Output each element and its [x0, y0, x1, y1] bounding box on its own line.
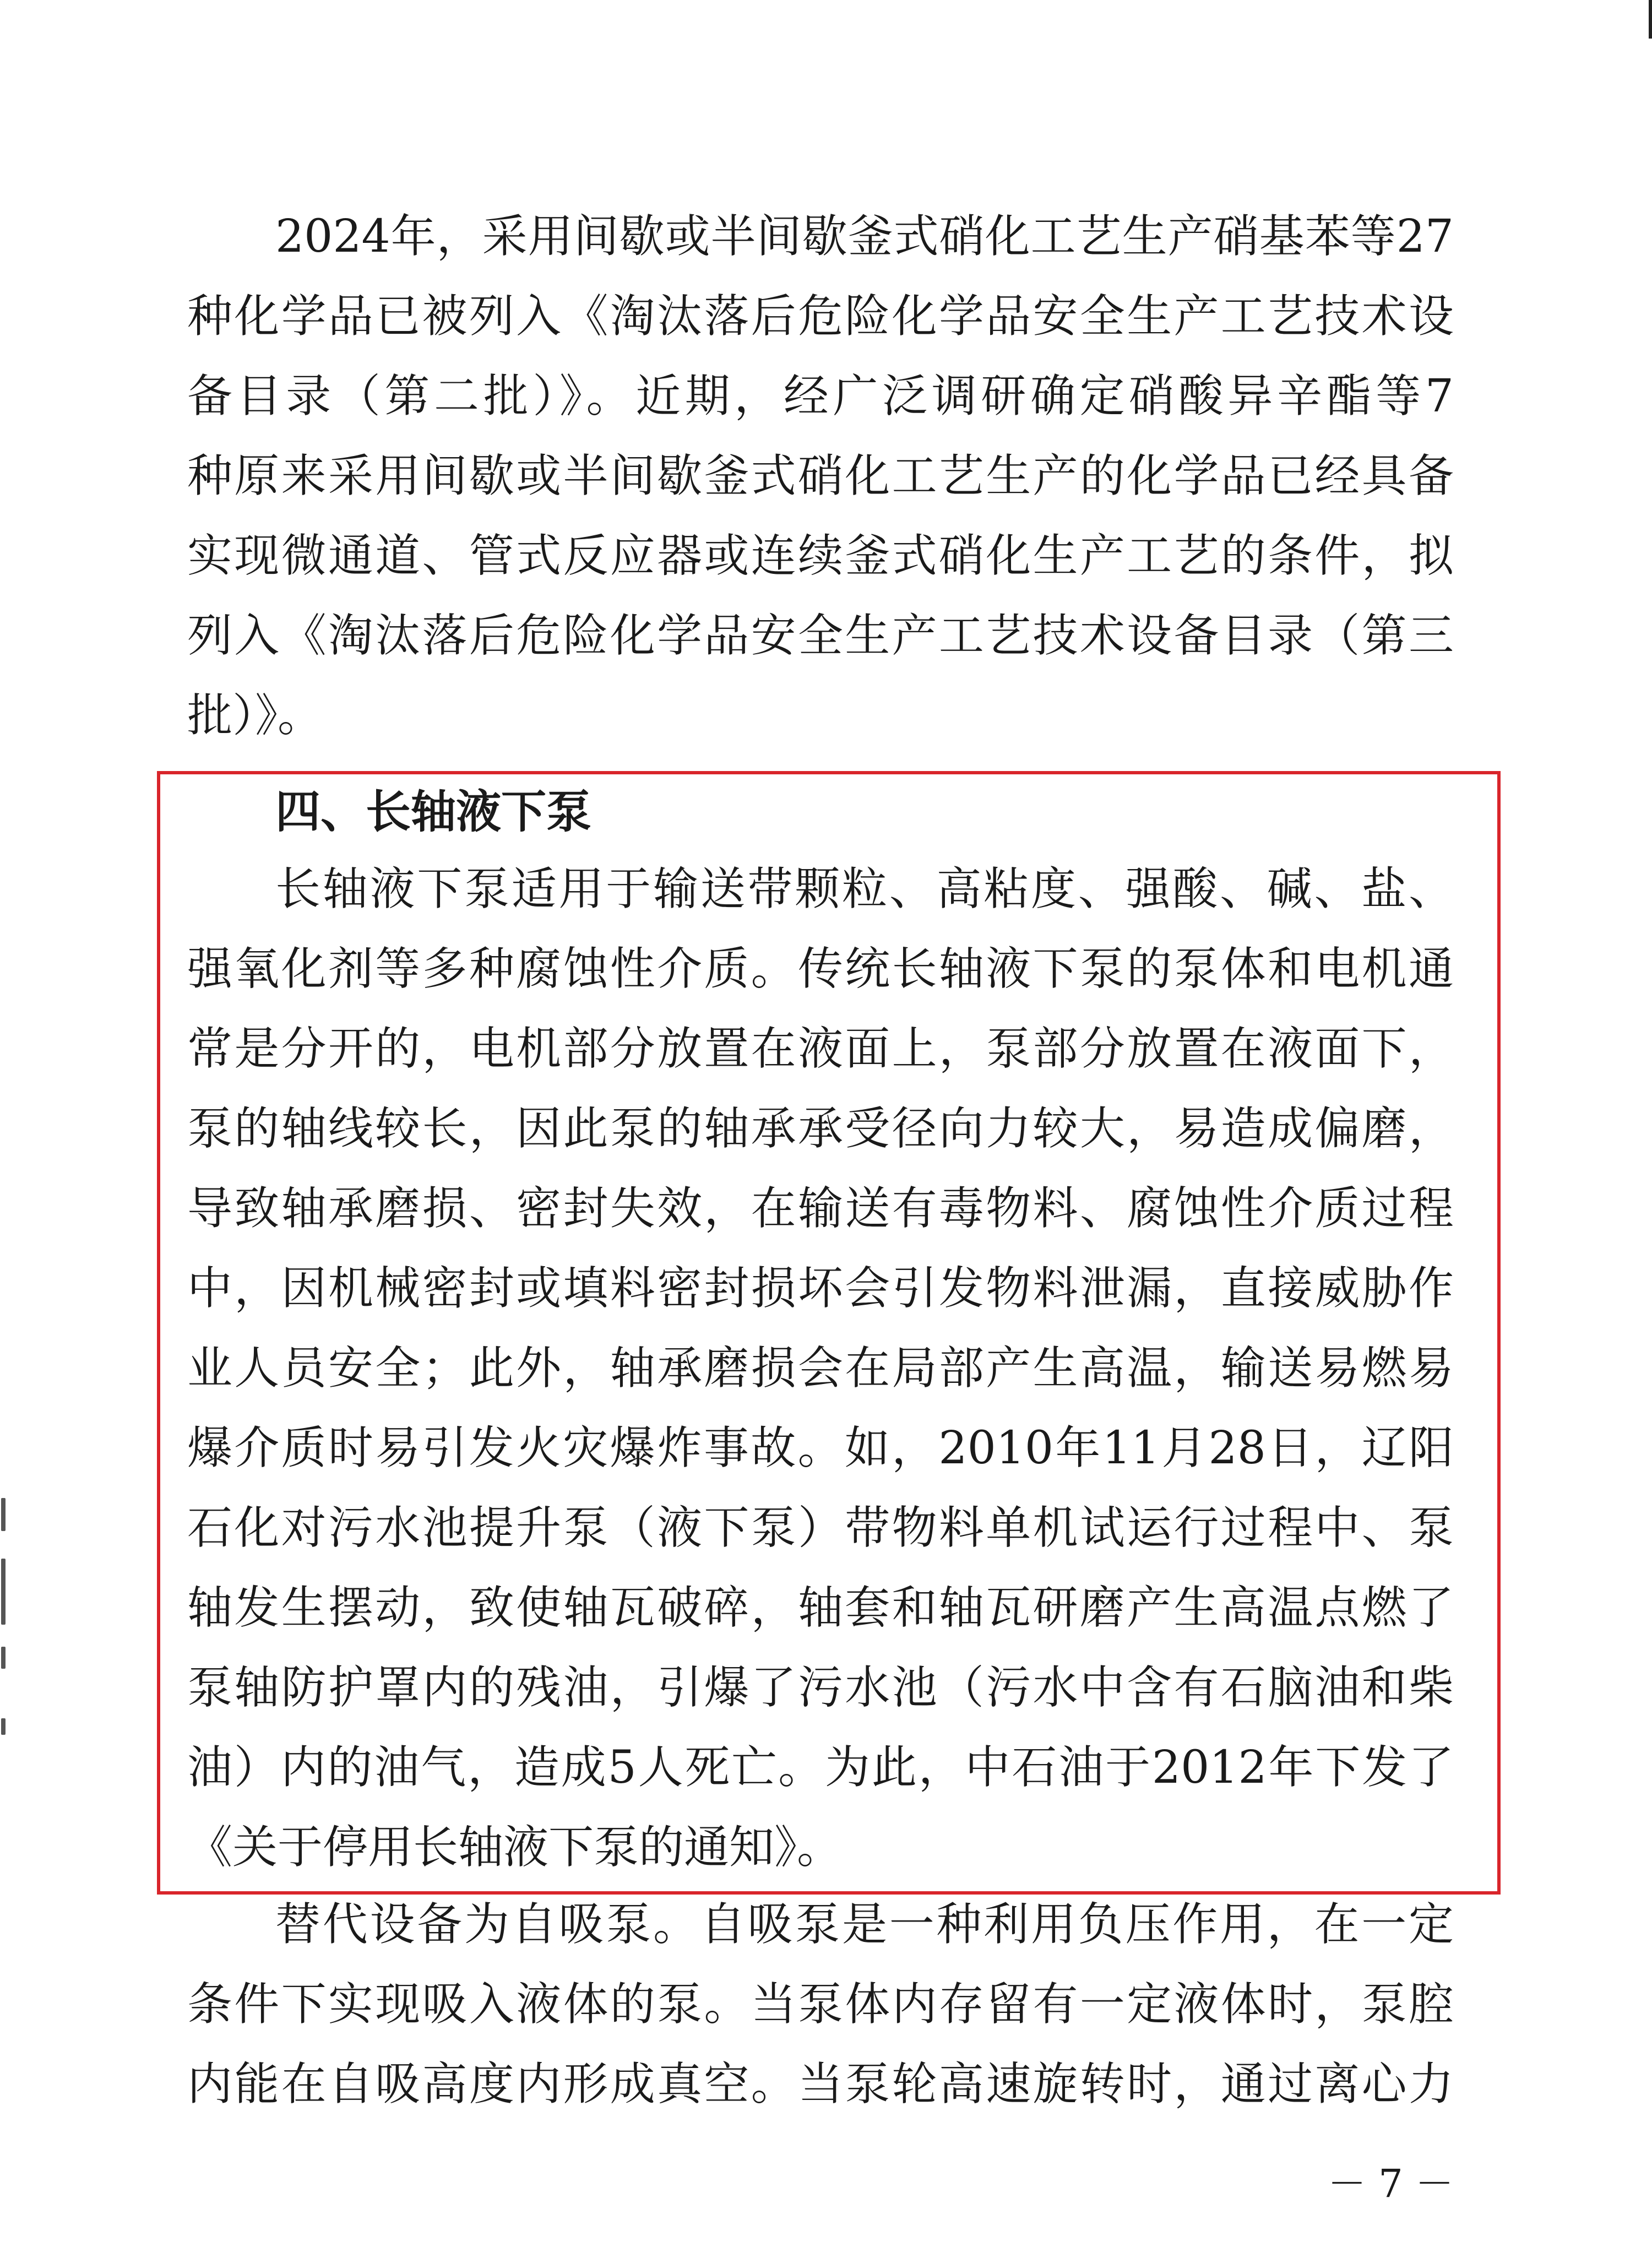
- page-number: － 7 －: [1327, 2161, 1454, 2206]
- intro-line-3: 备目录（第二批）》。近期，经广泛调研确定硝酸异辛酯等7: [187, 370, 1454, 422]
- section-line-12: 油）内的油气，造成5人死亡。为此，中石油于2012年下发了: [187, 1741, 1454, 1794]
- section-line-7: 业人员安全；此外，轴承磨损会在局部产生高温，输送易燃易: [187, 1342, 1454, 1394]
- section-line-2: 强氧化剂等多种腐蚀性介质。传统长轴液下泵的泵体和电机通: [187, 943, 1454, 995]
- section-line-6: 中，因机械密封或填料密封损坏会引发物料泄漏，直接威胁作: [187, 1262, 1454, 1315]
- intro-line-6: 列入《淘汰落后危险化学品安全生产工艺技术设备目录（第三: [187, 610, 1454, 662]
- intro-line-1: 2024年，采用间歇或半间歇釜式硝化工艺生产硝基苯等27: [275, 210, 1454, 263]
- replacement-line-3: 内能在自吸高度内形成真空。当泵轮高速旋转时，通过离心力: [187, 2058, 1454, 2110]
- intro-line-7: 批）》。: [187, 690, 323, 742]
- section-heading: 四、长轴液下泵: [275, 786, 592, 838]
- intro-line-4: 种原来采用间歇或半间歇釜式硝化工艺生产的化学品已经具备: [187, 450, 1454, 502]
- section-line-5: 导致轴承磨损、密封失效，在输送有毒物料、腐蚀性介质过程: [187, 1182, 1454, 1235]
- replacement-line-2: 条件下实现吸入液体的泵。当泵体内存留有一定液体时，泵腔: [187, 1978, 1454, 2031]
- section-line-4: 泵的轴线较长，因此泵的轴承承受径向力较大，易造成偏磨，: [187, 1103, 1454, 1155]
- section-line-3: 常是分开的，电机部分放置在液面上，泵部分放置在液面下，: [187, 1023, 1454, 1075]
- section-line-9: 石化对污水池提升泵（液下泵）带物料单机试运行过程中、泵: [187, 1502, 1454, 1554]
- section-line-8: 爆介质时易引发火灾爆炸事故。如，2010年11月28日，辽阳: [187, 1422, 1454, 1474]
- scan-binding-marks: [0, 1498, 8, 1740]
- replacement-line-1: 替代设备为自吸泵。自吸泵是一种利用负压作用，在一定: [275, 1898, 1454, 1951]
- section-line-11: 泵轴防护罩内的残油，引爆了污水池（污水中含有石脑油和柴: [187, 1662, 1454, 1714]
- section-line-13: 《关于停用长轴液下泵的通知》。: [187, 1821, 843, 1874]
- section-line-10: 轴发生摆动，致使轴瓦破碎，轴套和轴瓦研磨产生高温点燃了: [187, 1582, 1454, 1634]
- intro-line-2: 种化学品已被列入《淘汰落后危险化学品安全生产工艺技术设: [187, 290, 1454, 343]
- scan-edge-mark: [1649, 0, 1652, 39]
- section-line-1: 长轴液下泵适用于输送带颗粒、高粘度、强酸、碱、盐、: [275, 863, 1454, 915]
- intro-line-5: 实现微通道、管式反应器或连续釜式硝化生产工艺的条件，拟: [187, 530, 1454, 582]
